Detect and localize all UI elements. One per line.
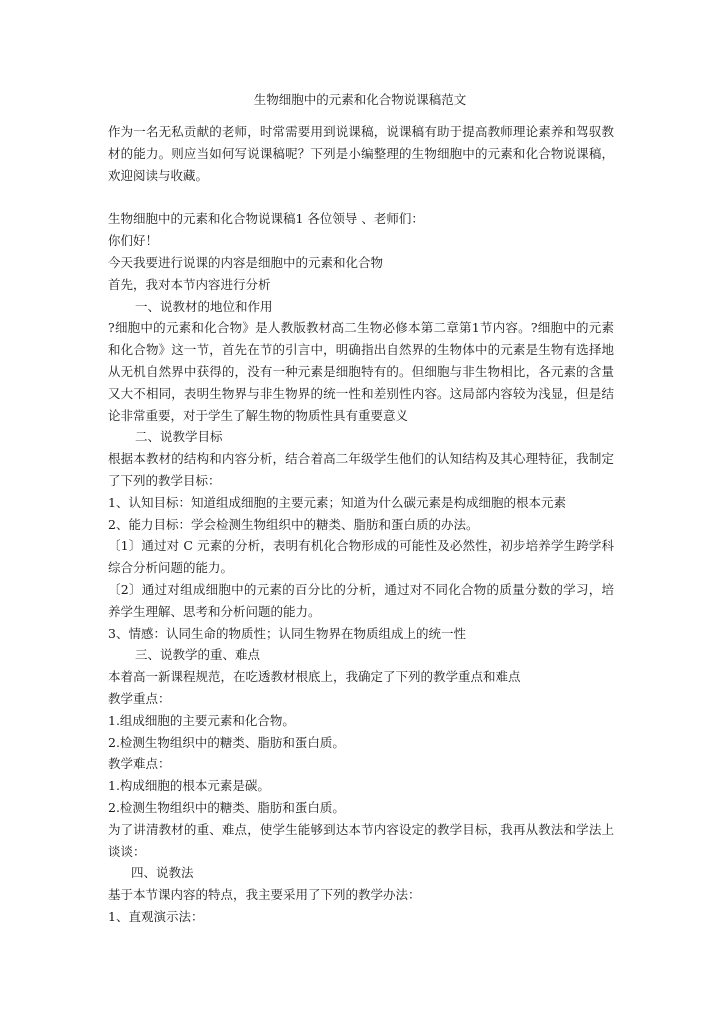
- goal-emotion: 3、情感：认同生命的物质性；认同生物界在物质组成上的统一性: [108, 625, 466, 641]
- document-title: 生物细胞中的元素和化合物说课稿范文: [253, 92, 467, 107]
- key-points-label: 教学重点：: [108, 690, 171, 706]
- analysis-intro: 首先，我对本节内容进行分析: [108, 276, 271, 292]
- greeting-line: 生物细胞中的元素和化合物说课稿1 各位领导 、老师们：: [108, 211, 424, 227]
- difficulty-label: 教学难点：: [108, 756, 171, 772]
- intro-paragraph: 作为一名无私贡献的老师，时常需要用到说课稿，说课稿有助于提高教师理论素养和驾驭教材的能力。则应当如何写说课稿呢？下列是小编整理的生物细胞中的元素和化合物说课稿，欢迎阅读与收藏。: [108, 124, 614, 183]
- difficulty-2: 2.检测生物组织中的糖类、脂肪和蛋白质。: [108, 799, 345, 815]
- section-heading-1: 一、说教材的地位和作用: [135, 298, 273, 314]
- key-point-1: 1.组成细胞的主要元素和化合物。: [108, 712, 295, 728]
- section-4-paragraph: 基于本节课内容的特点，我主要采用了下列的教学办法：: [108, 887, 421, 903]
- hello-line: 你们好！: [108, 233, 159, 249]
- method-1: 1、直观演示法：: [108, 908, 204, 924]
- section-heading-3: 三、说教学的重、难点: [135, 647, 261, 663]
- goal-cognitive: 1、认知目标：知道组成细胞的主要元素；知道为什么碳元素是构成细胞的根本元素: [108, 494, 566, 510]
- section-1-paragraph: ?细胞中的元素和化合物》是人教版教材高二生物必修本第二章第1节内容。?细胞中的元素和化合物》这一节，首先在节的引言中，明确指出自然界的生物体中的元素是生物有选择地从无机自然界中获得的，没有一种元素是细胞特有的。但细胞与非生物相比，各元素的含量又大不相同，表明生物界与非生物界的统一性和差别性内容。这局部内容较为浅显，但是结论非常重要，对于学生了解生物的物质性具有重要意义: [108, 320, 614, 423]
- goal-ability-sub-2: 〔2〕通过对组成细胞中的元素的百分比的分析，通过对不同化合物的质量分数的学习，培养学生理解、思考和分析问题的能力。: [108, 581, 614, 619]
- goal-ability-sub-1: 〔1〕通过对 C 元素的分析，表明有机化合物形成的可能性及必然性，初步培养学生跨学科综合分析问题的能力。: [108, 538, 614, 576]
- key-point-2: 2.检测生物组织中的糖类、脂肪和蛋白质。: [108, 734, 345, 750]
- section-heading-4: 四、说教法: [131, 865, 194, 881]
- section-2-paragraph: 根据本教材的结构和内容分析，结合着高二年级学生他们的认知结构及其心理特征，我制定了下列的教学目标：: [108, 451, 614, 488]
- section-3-paragraph: 本着高一新课程规范，在吃透教材根底上，我确定了下列的教学重点和难点: [108, 669, 521, 685]
- difficulty-1: 1.构成细胞的根本元素是碳。: [108, 778, 270, 794]
- goal-ability: 2、能力目标：学会检测生物组织中的糖类、脂肪和蛋白质的办法。: [108, 516, 479, 532]
- paragraph-gap: [108, 186, 614, 208]
- document-body: [108, 121, 614, 928]
- transition-paragraph: 为了讲清教材的重、难点，使学生能够到达本节内容设定的教学目标，我再从教法和学法上谈谈：: [108, 821, 614, 859]
- topic-line: 今天我要进行说课的内容是细胞中的元素和化合物: [108, 254, 384, 270]
- section-heading-2: 二、说教学目标: [135, 429, 223, 445]
